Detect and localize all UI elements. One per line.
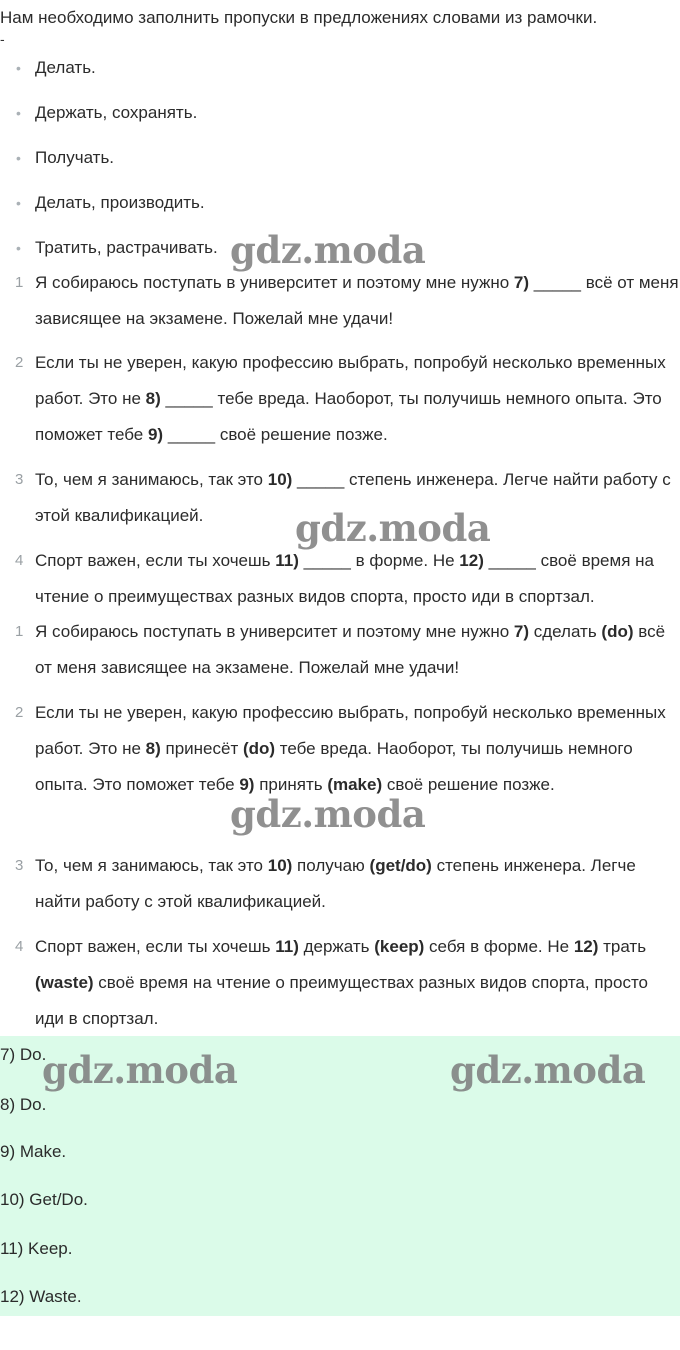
dash-mark: - <box>0 31 5 47</box>
task-text: Я собираюсь поступать в университет и поэтому мне нужно 7) _____ всё от меня зависящее на экзамене. Пожелай мне удачи! <box>35 273 679 328</box>
watermark-logo: gdz.moda <box>230 228 426 272</box>
watermark-logo: gdz.moda <box>450 1048 646 1092</box>
solved-text: Если ты не уверен, какую профессию выбрать, попробуй несколько временных работ. Это не 8) принесёт (do) тебе вреда. Наоборот, ты получишь немного опыта. Это поможет тебе 9) принять (make) своё решение позже. <box>35 703 666 794</box>
item-number: 4 <box>15 938 24 955</box>
answers-panel <box>0 1036 680 1316</box>
task-text: Спорт важен, если ты хочешь 11) _____ в форме. Не 12) _____ своё время на чтение о преимуществах разных видов спорта, просто иди в спортзал. <box>35 551 654 606</box>
task-text: Если ты не уверен, какую профессию выбрать, попробуй несколько временных работ. Это не 8) _____ тебе вреда. Наоборот, ты получишь немного опыта. Это поможет тебе 9) _____ своё решение позже. <box>35 353 666 444</box>
solved-text: Спорт важен, если ты хочешь 11) держать (keep) себя в форме. Не 12) трать (waste) своё время на чтение о преимуществах разных видов спорта, просто иди в спортзал. <box>35 937 648 1028</box>
item-number: 4 <box>15 552 24 569</box>
answer-line: 12) Waste. <box>0 1287 82 1306</box>
watermark-logo: gdz.moda <box>295 506 491 550</box>
watermark-logo: gdz.moda <box>230 792 426 836</box>
bullet-icon: • <box>16 240 21 256</box>
item-number: 1 <box>15 623 24 640</box>
item-number: 3 <box>15 857 24 874</box>
answer-line: 9) Make. <box>0 1142 67 1161</box>
bullet-icon: • <box>16 195 21 211</box>
answer-line: 11) Keep. <box>0 1239 73 1258</box>
task-text: То, чем я занимаюсь, так это 10) _____ степень инженера. Легче найти работу с этой квалификацией. <box>35 470 671 525</box>
watermark-logo: gdz.moda <box>42 1048 238 1092</box>
answer-line: 10) Get/Do. <box>0 1190 88 1209</box>
bullet-icon: • <box>16 60 21 76</box>
bullet-icon: • <box>16 150 21 166</box>
intro-text: Нам необходимо заполнить пропуски в предложениях словами из рамочки. <box>0 8 598 27</box>
solved-text: То, чем я занимаюсь, так это 10) получаю (get/do) степень инженера. Легче найти работу с этой квалификацией. <box>35 856 636 911</box>
item-number: 2 <box>15 354 24 371</box>
answer-line: 7) Do. <box>0 1045 47 1064</box>
answer-line: 8) Do. <box>0 1095 47 1114</box>
item-number: 2 <box>15 704 24 721</box>
bullet-icon: • <box>16 105 21 121</box>
item-number: 3 <box>15 471 24 488</box>
solved-text: Я собираюсь поступать в университет и поэтому мне нужно 7) сделать (do) всё от меня зависящее на экзамене. Пожелай мне удачи! <box>35 622 666 677</box>
item-number: 1 <box>15 274 24 291</box>
